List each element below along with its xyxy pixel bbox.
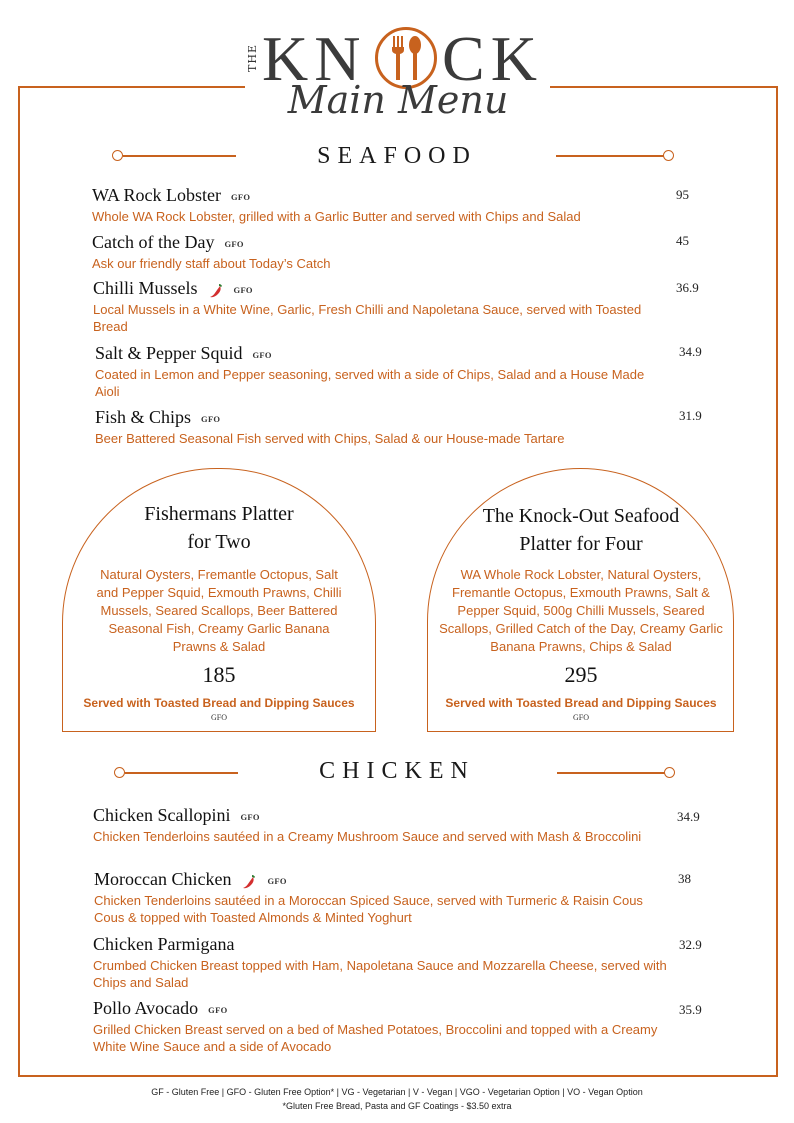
menu-subtitle: Main Menu	[287, 78, 509, 122]
menu-item-price: 34.9	[679, 344, 702, 359]
menu-item	[95, 407, 665, 447]
menu-item-name-row	[93, 805, 668, 826]
menu-item-description: Crumbed Chicken Breast topped with Ham, Napoletana Sauce and Mozzarella Cheese, served with Chips and Salad	[93, 958, 667, 990]
menu-item-price: 45	[676, 233, 689, 248]
menu-item	[95, 343, 665, 400]
menu-item-name: WA Rock Lobster	[92, 185, 221, 205]
menu-item-description: Chicken Tenderloins sautéed in a Creamy Mushroom Sauce and served with Mash & Broccolini	[93, 829, 642, 844]
menu-item-name: Chicken Parmigana	[93, 934, 235, 954]
dietary-tag: GFO	[252, 349, 272, 360]
platter-served-four: Served with Toasted Bread and Dipping Sauces	[445, 696, 717, 710]
menu-item-description: Beer Battered Seasonal Fish served with Chips, Salad & our House-made Tartare	[95, 431, 565, 446]
dietary-tag: GFO	[230, 191, 251, 202]
menu-item-price: 34.9	[677, 809, 700, 824]
menu-item	[92, 232, 662, 272]
section-title-seafood: SEAFOOD	[317, 143, 477, 169]
menu-item-description: Ask our friendly staff about Today’s Catch	[92, 256, 331, 271]
menu-item-price: 36.9	[676, 280, 699, 295]
menu-item-price: 38	[678, 871, 691, 886]
dietary-tag: GFO	[267, 875, 287, 886]
menu-item-description: Grilled Chicken Breast served on a bed of Mashed Potatoes, Broccolini and topped with a Creamy White Wine Sauce and a side of Avocado	[93, 1022, 658, 1054]
menu-item-description: Coated in Lemon and Pepper seasoning, served with a side of Chips, Salad and a House Made Aioli	[95, 367, 645, 399]
chili-pepper-icon	[241, 873, 257, 889]
menu-item-name: Fish & Chips	[95, 407, 192, 427]
menu-item-name: Chicken Scallopini	[93, 805, 231, 825]
dietary-tag: GFO	[233, 284, 253, 295]
dietary-tag: GFO	[208, 1004, 228, 1015]
menu-item-description: Local Mussels in a White Wine, Garlic, Fresh Chilli and Napoletana Sauce, served with Toasted Bread	[93, 302, 642, 334]
footer-legend: GF - Gluten Free | GFO - Gluten Free Option* | VG - Vegetarian | V - Vegan | VGO - Vegetarian Option | VO - Vegan Option	[151, 1087, 643, 1097]
menu-item-name: Pollo Avocado	[93, 998, 199, 1018]
menu-item-name-row	[93, 998, 668, 1019]
divider-right-seafood	[556, 150, 676, 162]
platter-title-two: Fishermans Platter for Two	[144, 503, 294, 553]
chili-pepper-icon	[208, 282, 224, 298]
platter-price-four: 295	[564, 662, 598, 687]
section-title-chicken: CHICKEN	[319, 758, 475, 784]
dietary-tag: GFO	[224, 238, 244, 249]
platter-served-two: Served with Toasted Bread and Dipping Sauces	[83, 696, 355, 710]
menu-item-name: Salt & Pepper Squid	[95, 343, 243, 363]
menu-item	[93, 805, 668, 845]
menu-item-price: 32.9	[679, 937, 702, 952]
menu-item-price: 95	[676, 187, 689, 202]
menu-item-description: Whole WA Rock Lobster, grilled with a Garlic Butter and served with Chips and Salad	[92, 209, 581, 224]
menu-item-name: Catch of the Day	[92, 232, 215, 252]
platter-tag-two: GFO	[210, 713, 227, 722]
menu-item-name-row	[93, 934, 668, 955]
dietary-tag: GFO	[201, 413, 221, 424]
menu-item-name-row	[95, 407, 665, 428]
dietary-tag: GFO	[240, 811, 260, 822]
divider-right-chicken	[557, 767, 677, 779]
platter-title-four: The Knock-Out Seafood Platter for Four	[482, 505, 680, 555]
menu-item-name-row	[92, 232, 662, 253]
menu-item-name-row	[92, 185, 662, 206]
menu-item	[93, 278, 663, 335]
platter-desc-four: WA Whole Rock Lobster, Natural Oysters, Fremantle Octopus, Exmouth Prawns, Salt & Pepper Squid, 500g Chilli Mussels, Seared Scallops, Grilled Catch of the Day, Creamy Garlic Banana Prawns, Chips & Salad	[439, 567, 723, 654]
menu-item-name-row	[93, 278, 663, 299]
logo-word-right: CK	[442, 23, 543, 94]
menu-item-price: 35.9	[679, 1002, 702, 1017]
menu-item-description: Chicken Tenderloins sautéed in a Moroccan Spiced Sauce, served with Turmeric & Raisin Cous Cous & topped with Toasted Almonds & Minted Yoghurt	[94, 893, 643, 925]
menu-item	[92, 185, 662, 225]
menu-item-name-row	[95, 343, 665, 364]
menu-item	[94, 869, 669, 926]
logo-the: THE	[246, 44, 259, 72]
platter-tag-four: GFO	[572, 713, 589, 722]
menu-item-price: 31.9	[679, 408, 702, 423]
platter-price-two: 185	[202, 662, 236, 687]
platter-desc-two: Natural Oysters, Fremantle Octopus, Salt and Pepper Squid, Exmouth Prawns, Chilli Mussels, Seared Scallops, Beer Battered Seasonal Fish, Creamy Garlic Banana Prawns & Salad	[96, 567, 342, 654]
footer-note: *Gluten Free Bread, Pasta and GF Coatings - $3.50 extra	[282, 1101, 512, 1111]
menu-item	[93, 998, 668, 1055]
logo-word-left: KN	[262, 23, 367, 94]
menu-item-name: Moroccan Chicken	[94, 869, 232, 889]
menu-item-name-row	[94, 869, 669, 890]
menu-item	[93, 934, 668, 991]
menu-item-name: Chilli Mussels	[93, 278, 198, 298]
